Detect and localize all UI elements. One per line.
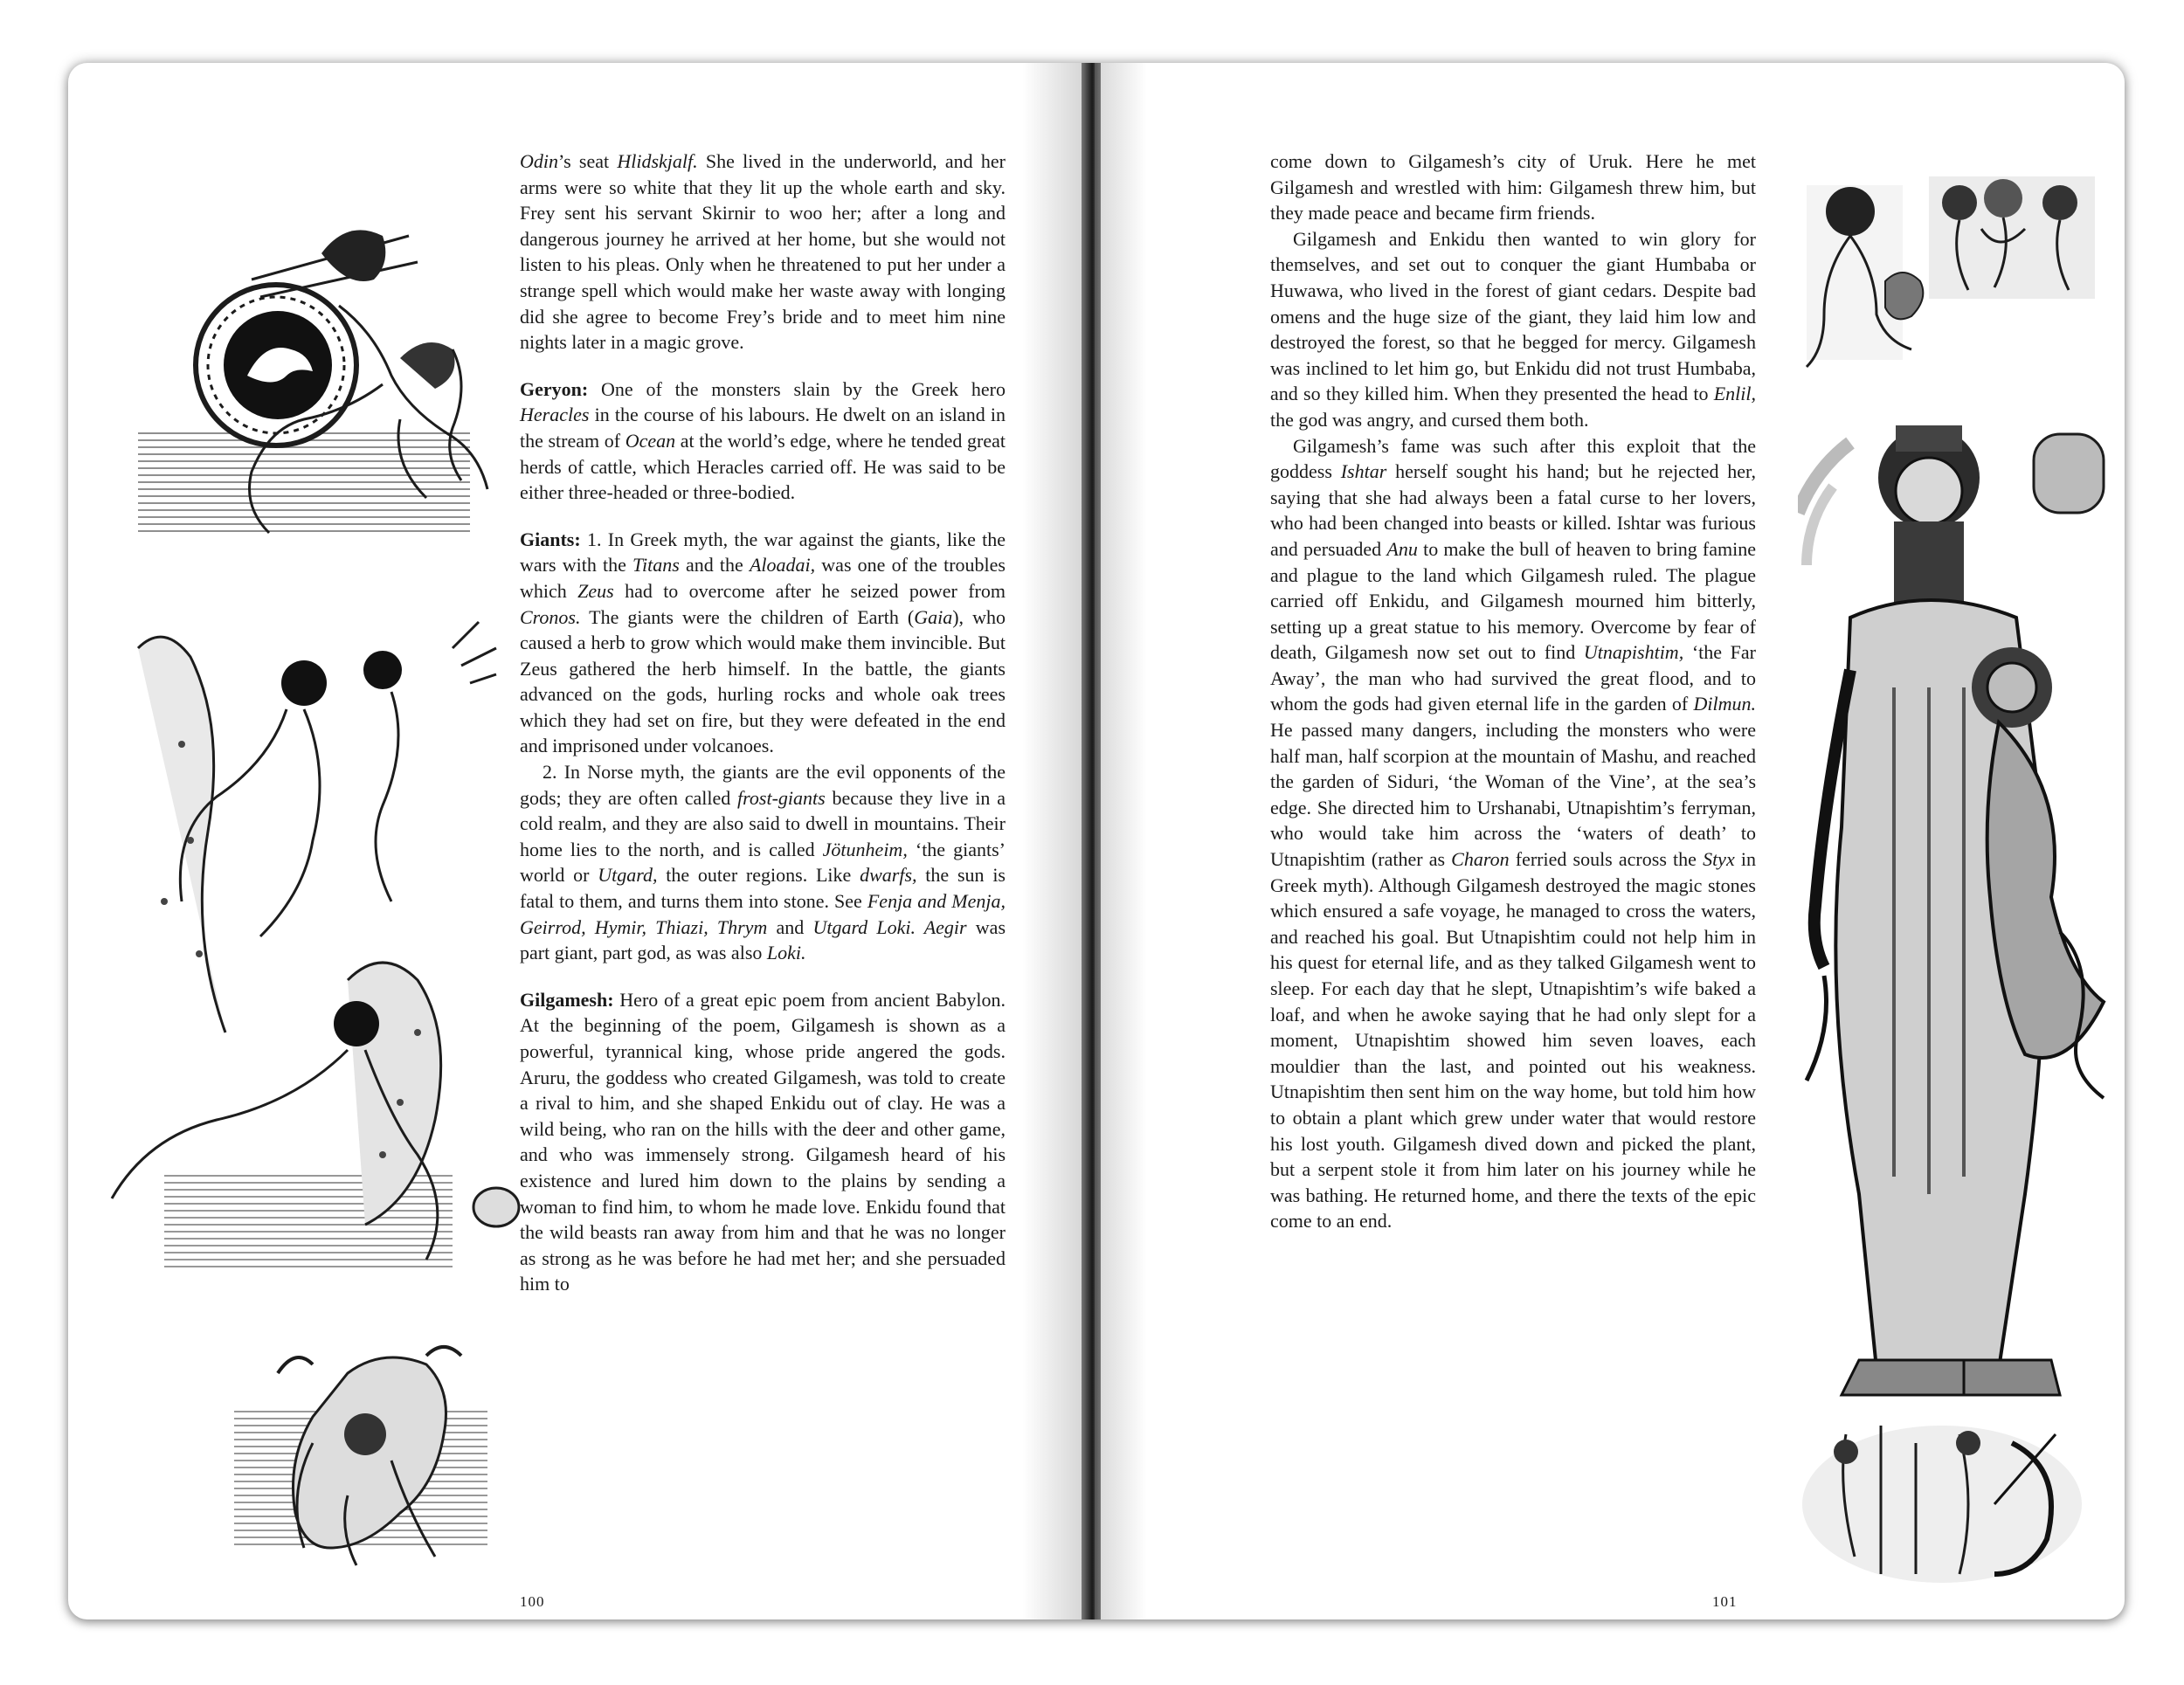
body-text: had to overcome after he seized power from — [613, 579, 1006, 602]
body-text: ‘the giants’ world or — [520, 838, 1006, 887]
italic-text: Jötunheim, — [822, 838, 908, 860]
cylinder-seal-illustration — [1794, 1408, 2091, 1592]
body-text: Gilgamesh and Enkidu then wanted to win glory for themselves, and set out to conquer the giant Humbaba or Huwawa, who lived in the forest of giant cedars. Despite bad omens and the huge size of the giant, they laid him low and destroyed the forest, so that he begged for mercy. Gilgamesh was inclined to let him go, but Enkidu did not trust Humbaba, and so they killed him. When they presented the head to — [1270, 227, 1756, 405]
paragraph — [520, 759, 1006, 966]
paragraph — [1270, 433, 1756, 1234]
body-text: the god was angry, and cursed them both. — [1270, 408, 1589, 431]
page-number-left: 100 — [520, 1593, 545, 1610]
entry-heading: Gilgamesh: — [520, 988, 614, 1011]
italic-text: Charon — [1451, 848, 1510, 871]
paragraph — [520, 987, 1006, 1297]
body-text: ferried souls across the — [1509, 848, 1704, 871]
gilgamesh-seal-figures-illustration — [1780, 168, 2104, 369]
body-text: in Greek myth). Although Gilgamesh destroyed the magic stones which ensured a safe voyage, he managed to cross the waters, and reached his goal. But Utnapishtim could not help him in his quest for eternal life, and as they talked Gilgamesh went to sleep. For each day that he slept, Utnapishtim’s wife baked a loaf, and when he awoke saying that he had only slept for a moment, Utnapishtim showed him seven loaves, each mouldier than the last, and pointed out his weakness. Utnapishtim then sent him on the way home, but told him how to obtain a plant which grew under water that would restore his lost youth. Gilgamesh dived down and picked the plant, but a serpent stole it from him later on his journey while he was bathing. He returned home, and there the texts of the epic come to an end. — [1270, 848, 1756, 1233]
body-text: The giants were the children of Earth ( — [580, 605, 915, 628]
hero-wrestling-bull-illustration — [217, 1338, 505, 1592]
italic-text: Utnapishtim, — [1583, 641, 1684, 664]
page-number-right: 101 — [1712, 1593, 1738, 1610]
italic-text: Utgard Loki. Aegir — [812, 915, 967, 938]
italic-text: Heracles — [520, 404, 590, 426]
body-text: He passed many dangers, including the monsters who were half man, half scorpion at the mountain of Mashu, and reached the garden of Siduri, ‘the Woman of the Vine’, at the sea’s edge. She directed him to Urshanabi, Utnapishtim’s ferryman, who would take him across the ‘waters of death’ to Utnapishtim (rather as — [1270, 719, 1756, 871]
italic-text: Ishtar — [1340, 460, 1387, 483]
italic-text: Anu — [1386, 537, 1418, 560]
italic-text: dwarfs, — [860, 864, 917, 887]
body-text: One of the monsters slain by the Greek hero — [588, 377, 1006, 400]
italic-text: Loki. — [766, 942, 806, 964]
body-text: the sun is fatal to them, and turns them into stone. See — [520, 864, 1006, 913]
italic-text: Ocean — [625, 429, 676, 452]
body-text: Hero of a great epic poem from ancient Babylon. At the beginning of the poem, Gilgamesh is shown as a powerful, tyrannical king, whose pride angered the gods. Aruru, the goddess who created Gilgamesh, was told to create a rival to him, and she shaped Enkidu out of clay. He was a wild being, who ran on the hills with the deer and other game, and who was immensely strong. Gilgamesh heard of his existence and lured him down to the plains by sending a woman to find him, to whom he made love. Enkidu found that the wild beasts ran away from him and that he was no longer as strong as he was before he had met her; and she persuaded him to — [520, 988, 1006, 1295]
italic-text: Styx — [1703, 848, 1735, 871]
body-text: ’s seat — [558, 150, 618, 172]
body-text: Gilgamesh’s fame was such after this exploit that the goddess — [1270, 434, 1756, 483]
body-text: and the — [679, 554, 750, 577]
body-text: was part giant, part god, as was also — [520, 915, 1006, 964]
body-text: ), who caused a herb to grow which would make them invincible. But Zeus gathered the herb himself. In the battle, the giants advanced on the gods, hurling rocks and whole oak trees which they had set on fire, but they were defeated in the end and imprisoned under volcanoes. — [520, 605, 1006, 757]
left-text-column — [520, 148, 1006, 1297]
body-text: herself sought his hand; but he rejected her, saying that she had always been a fatal curse to her lovers, who had been changed into beasts or killed. Ishtar was furious and persuaded — [1270, 460, 1757, 560]
italic-text: Aloadai, — [749, 554, 816, 577]
body-text: at the world’s edge, where he tended great herds of cattle, which Heracles carried off. He was said to be either three-headed or three-bodied. — [520, 429, 1006, 504]
body-text: 2. In Norse myth, the giants are the evil opponents of the gods; they are often called — [520, 761, 1006, 809]
entry-heading: Geryon: — [520, 377, 589, 400]
paragraph — [1270, 148, 1756, 226]
gilgamesh-statue-with-lion-illustration — [1798, 408, 2121, 1465]
body-text: because they live in a cold realm, and they are also said to dwell in mountains. Their home lies to the north, and is called — [520, 786, 1006, 860]
entry-heading: Giants: — [520, 528, 581, 550]
italic-text: Cronos. — [520, 605, 581, 628]
italic-text: Enlil, — [1713, 383, 1756, 405]
body-text: come down to Gilgamesh’s city of Uruk. Here he met Gilgamesh and wrestled with him: Gilgamesh threw him, but they made peace and became firm friends. — [1270, 150, 1756, 224]
italic-text: Dilmun. — [1693, 693, 1756, 715]
italic-text: Utgard, — [598, 864, 658, 887]
body-text: She lived in the underworld, and her arms were so white that they lit up the whole earth and sky. Frey sent his servant Skirnir to woo her; after a long and dangerous journey he arrived at her home, but she would not listen to his pleas. Only when he threatened to put her under a strange spell which would make her waste away with longing did she agree to become Frey’s bride and to meet him nine nights later in a magic grove. — [520, 150, 1006, 354]
italic-text: Odin — [520, 150, 558, 172]
italic-text: Gaia — [914, 605, 953, 628]
giants-battle-illustration — [86, 613, 540, 1286]
body-text: was one of the troubles which — [520, 554, 1006, 602]
body-text: 1. In Greek myth, the war against the giants, like the wars with the — [520, 528, 1006, 577]
body-text: ‘the Far Away’, the man who had survived the great flood, and to whom the gods had given eternal life in the garden of — [1270, 641, 1757, 715]
left-page — [68, 63, 1092, 1619]
italic-text: Zeus — [577, 579, 614, 602]
book-spread — [68, 63, 2125, 1619]
body-text: the outer regions. Like — [657, 864, 860, 887]
paragraph — [1270, 226, 1756, 433]
paragraph — [520, 527, 1006, 759]
italic-text: Fenja and Menja, Geirrod, Hymir, Thiazi, Thrym — [520, 890, 1006, 938]
italic-text: Titans — [632, 554, 680, 577]
paragraph — [520, 148, 1006, 356]
italic-text: frost-giants — [737, 786, 826, 809]
body-text: to make the bull of heaven to bring famine and plague to the land which Gilgamesh ruled. The plague carried off Enkidu, and Gilgamesh mourned him bitterly, setting up a great statue to his memory. Overcome by fear of death, Gilgamesh now set out to find — [1270, 537, 1756, 664]
paragraph — [520, 376, 1006, 506]
body-text: in the course of his labours. He dwelt on an island in the stream of — [520, 404, 1006, 452]
warriors-shield-illustration — [121, 227, 531, 550]
right-text-column — [1270, 148, 1756, 1234]
italic-text: Hlidskjalf. — [617, 150, 698, 172]
right-page — [1095, 63, 2125, 1619]
body-text: and — [767, 915, 813, 938]
